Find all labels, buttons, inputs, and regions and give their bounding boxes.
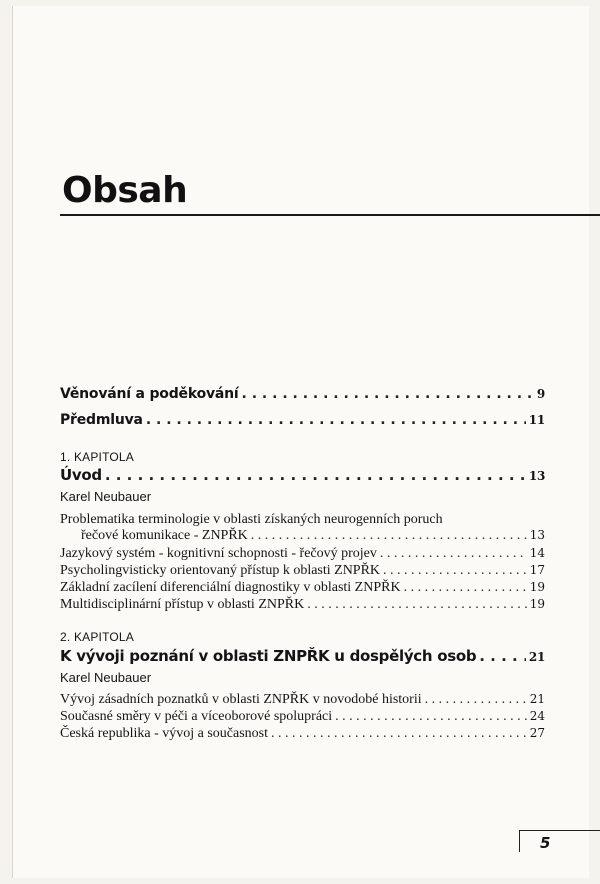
toc-label: Předmluva xyxy=(60,412,143,428)
chapter-2-author: Karel Neubauer xyxy=(60,670,152,685)
toc-page: 9 xyxy=(536,387,545,401)
chapter-1-title-row[interactable] xyxy=(60,466,545,484)
toc-label: Základní zacílení diferenciální diagnostiky v oblasti ZNPŘK xyxy=(60,580,401,595)
toc-front-2[interactable] xyxy=(60,412,545,428)
toc-page: 27 xyxy=(529,726,545,740)
chapter-2-title-row[interactable] xyxy=(60,647,545,665)
footer-rule-vertical xyxy=(519,830,520,852)
toc-entry-2-2[interactable] xyxy=(60,709,545,725)
chapter-title: K vývoji poznání v oblasti ZNPŘK u dospělých osob xyxy=(60,647,477,665)
toc-page: 17 xyxy=(529,563,545,577)
chapter-title: Úvod xyxy=(60,466,102,484)
toc-leader xyxy=(271,726,527,742)
toc-entry-2-3[interactable] xyxy=(60,726,545,742)
toc-entry-2-1[interactable] xyxy=(60,692,545,708)
toc-leader xyxy=(307,597,526,613)
toc-leader xyxy=(479,647,526,665)
toc-page: 14 xyxy=(529,546,545,560)
toc-entry-1-5[interactable] xyxy=(60,597,545,613)
toc-page: 24 xyxy=(529,709,545,723)
toc-front-1[interactable] xyxy=(60,386,545,402)
chapter-2-label: 2. KAPITOLA xyxy=(60,630,135,644)
toc-label: Současné směry v péči a víceoborové spolupráci xyxy=(60,709,333,724)
toc-leader xyxy=(425,692,527,708)
toc-page: 19 xyxy=(529,597,545,611)
page-sheet xyxy=(12,6,589,878)
toc-leader xyxy=(404,580,527,596)
toc-leader xyxy=(335,709,527,725)
toc-label: Problematika terminologie v oblasti získaných neurogenních poruch xyxy=(60,512,443,527)
toc-label: Vývoj zásadních poznatků v oblasti ZNPŘK v novodobé historii xyxy=(60,692,422,707)
footer-rule xyxy=(520,830,600,831)
toc-entry-1-3[interactable] xyxy=(60,563,545,579)
toc-page: 13 xyxy=(529,528,545,542)
toc-page: 11 xyxy=(528,413,545,427)
chapter-1-label: 1. KAPITOLA xyxy=(60,450,135,464)
toc-entry-1-2[interactable] xyxy=(60,546,545,562)
toc-entry-1-4[interactable] xyxy=(60,580,545,596)
toc-leader xyxy=(383,563,527,579)
toc-label: Psycholingvisticky orientovaný přístup k oblasti ZNPŘK xyxy=(60,563,381,578)
toc-page: 21 xyxy=(528,650,545,664)
page-title: Obsah xyxy=(62,170,188,211)
toc-page: 13 xyxy=(528,469,545,483)
toc-leader xyxy=(251,528,527,544)
toc-page: 21 xyxy=(529,692,545,706)
toc-label: Věnování a poděkování xyxy=(60,386,239,402)
page-number: 5 xyxy=(540,834,551,852)
toc-label: Jazykový systém - kognitivní schopnosti - řečový projev xyxy=(60,546,377,561)
toc-leader xyxy=(146,412,526,428)
toc-page: 19 xyxy=(529,580,545,594)
title-rule xyxy=(60,214,600,216)
toc-leader xyxy=(242,386,534,402)
toc-label-cont: řečové komunikace - ZNPŘK xyxy=(81,528,248,543)
toc-leader xyxy=(380,546,527,562)
toc-label: Multidisciplinární přístup v oblasti ZNPŘK xyxy=(60,597,305,612)
toc-label: Česká republika - vývoj a současnost xyxy=(60,726,269,741)
toc-leader xyxy=(105,466,526,484)
chapter-1-author: Karel Neubauer xyxy=(60,489,152,504)
toc-entry-1-1[interactable] xyxy=(60,512,545,544)
